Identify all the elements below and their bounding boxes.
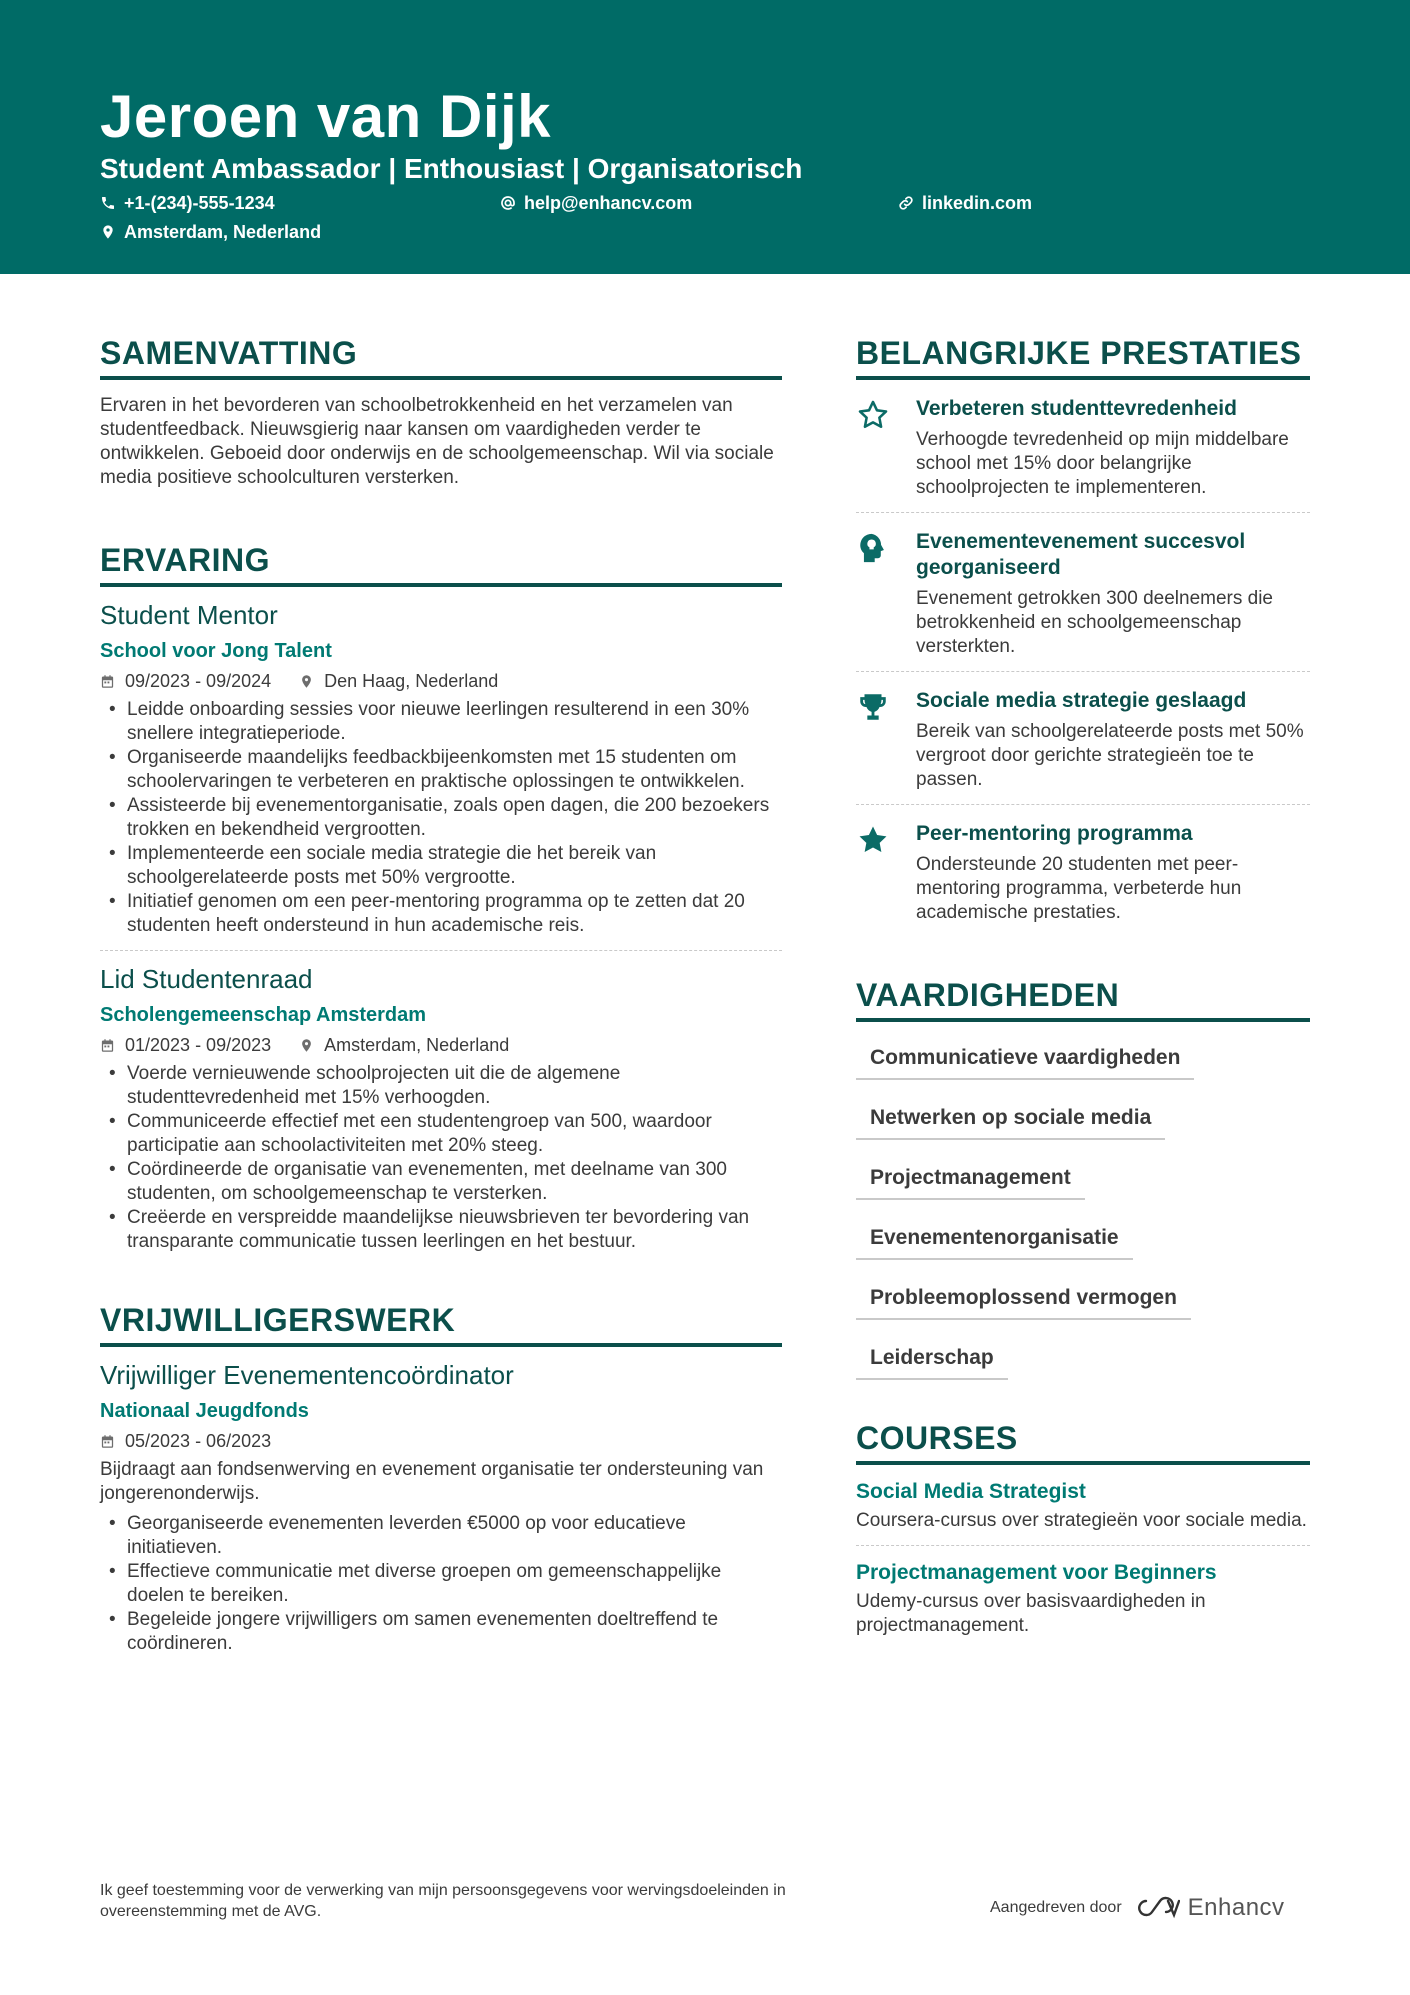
right-column xyxy=(856,333,1310,1650)
summary-text: Ervaren in het bevorderen van schoolbetrokkenheid en het verzamelen van studentfeedback. Nieuwsgierig naar kansen om vaardigheden verder te ontwikkelen. Geboeid door onderwijs en de schoolgemeenschap. Wil via sociale media positieve schoolculturen versterken. xyxy=(100,395,774,488)
achievements-list xyxy=(856,380,1310,937)
achievement-item xyxy=(856,672,1310,805)
achievement-title: Peer-mentoring programma xyxy=(916,822,1193,845)
skill-tag: Probleemoplossend vermogen xyxy=(856,1278,1191,1320)
achievement-desc: Evenement getrokken 300 deelnemers die betrokkenheid en schoolgemeenschap versterkten. xyxy=(916,588,1274,657)
location-text: Amsterdam, Nederland xyxy=(124,222,322,242)
contact-email[interactable] xyxy=(500,192,692,214)
calendar-icon xyxy=(100,674,115,689)
location-pin-icon xyxy=(299,1038,314,1053)
volunteer-company: Nationaal Jeugdfonds xyxy=(100,1400,309,1422)
skill-tag: Leiderschap xyxy=(856,1338,1008,1380)
skill-tag: Projectmanagement xyxy=(856,1158,1085,1200)
experience-heading: ERVARING xyxy=(100,540,782,587)
achievement-item xyxy=(856,513,1310,672)
job-role: Student Mentor xyxy=(100,600,278,630)
calendar-icon xyxy=(100,1038,115,1053)
resume-header xyxy=(0,0,1410,274)
job-meta xyxy=(100,1034,782,1056)
powered-by-label: Aangedreven door xyxy=(990,1899,1122,1916)
job-entry xyxy=(100,963,782,1254)
volunteer-intro: Bijdraagt aan fondsenwerving en evenement organisatie ter ondersteuning van jongerenonderwijs. xyxy=(100,1459,764,1504)
job-meta xyxy=(100,670,782,692)
achievement-item xyxy=(856,805,1310,937)
list-item: • Coördineerde de organisatie van evenementen, met deelname van 300 studenten, om schoolgemeenschap te versterken. xyxy=(100,1158,782,1206)
email-text: help@enhancv.com xyxy=(524,193,693,213)
consent-text: Ik geef toestemming voor de verwerking van mijn persoonsgegevens voor wervingsdoeleinden in overeenstemming met de AVG. xyxy=(100,1882,786,1920)
location-pin-icon xyxy=(299,674,314,689)
star-outline-icon xyxy=(856,398,890,432)
course-desc: Udemy-cursus over basisvaardigheden in projectmanagement. xyxy=(856,1591,1206,1636)
list-item: • Voerde vernieuwende schoolprojecten uit die de algemene studenttevredenheid met 15% verhoogden. xyxy=(100,1062,782,1110)
volunteer-heading: VRIJWILLIGERSWERK xyxy=(100,1300,782,1347)
achievement-desc: Bereik van schoolgerelateerde posts met 50% vergroot door gerichte strategieën toe te passen. xyxy=(916,721,1304,790)
list-item: • Georganiseerde evenementen leverden €5000 op voor educatieve initiatieven. xyxy=(100,1512,782,1560)
achievements-heading: BELANGRIJKE PRESTATIES xyxy=(856,333,1310,380)
powered-by[interactable] xyxy=(990,1894,1285,1922)
job-role: Lid Studentenraad xyxy=(100,964,313,994)
head-idea-icon xyxy=(856,531,890,565)
contact-location xyxy=(100,221,321,243)
courses-heading: COURSES xyxy=(856,1418,1310,1465)
volunteer-dates: 05/2023 - 06/2023 xyxy=(125,1431,272,1451)
phone-text: +1-(234)-555-1234 xyxy=(124,193,275,213)
enhancv-logo-icon xyxy=(1134,1896,1180,1920)
course-title: Projectmanagement voor Beginners xyxy=(856,1561,1217,1584)
skill-tag: Netwerken op sociale media xyxy=(856,1098,1165,1140)
at-icon xyxy=(500,195,516,211)
list-item: • Communiceerde effectief met een studentengroep van 500, waardoor participatie aan schoolactiviteiten met 20% steeg. xyxy=(100,1110,782,1158)
calendar-icon xyxy=(100,1434,115,1449)
contact-phone[interactable] xyxy=(100,192,275,214)
volunteer-entry xyxy=(100,1359,782,1656)
list-item: • Creëerde en verspreidde maandelijkse nieuwsbrieven ter bevordering van transparante communicatie tussen leerlingen en het bestuur. xyxy=(100,1206,782,1254)
list-item: • Implementeerde een sociale media strategie die het bereik van schoolgerelateerde posts met 50% vergrootte. xyxy=(100,842,782,890)
volunteer-meta xyxy=(100,1430,782,1452)
list-item: • Assisteerde bij evenementorganisatie, zoals open dagen, die 200 bezoekers trokken en bekendheid vergrootten. xyxy=(100,794,782,842)
job-entry xyxy=(100,599,782,951)
job-location xyxy=(299,670,498,692)
list-item: • Organiseerde maandelijks feedbackbijeenkomsten met 15 studenten om schoolervaringen te verbeteren en praktische oplossingen te ontwikkelen. xyxy=(100,746,782,794)
skill-tag: Communicatieve vaardigheden xyxy=(856,1038,1194,1080)
volunteer-role: Vrijwilliger Evenementencoördinator xyxy=(100,1360,514,1390)
job-company: Scholengemeenschap Amsterdam xyxy=(100,1004,427,1026)
course-item xyxy=(856,1546,1310,1650)
star-filled-icon xyxy=(856,823,890,857)
skill-tag: Evenementenorganisatie xyxy=(856,1218,1133,1260)
job-location-text: Amsterdam, Nederland xyxy=(324,1035,510,1055)
skills-list xyxy=(856,1038,1310,1380)
left-column xyxy=(100,333,782,1656)
volunteer-bullets xyxy=(100,1512,782,1656)
achievement-item xyxy=(856,380,1310,513)
link-icon xyxy=(898,195,914,211)
achievement-title: Evenementevenement succesvol georganiseerd xyxy=(916,530,1246,579)
divider xyxy=(100,950,782,951)
list-item: • Begeleide jongere vrijwilligers om samen evenementen doeltreffend te coördineren. xyxy=(100,1608,782,1656)
candidate-tagline: Student Ambassador | Enthousiast | Organisatorisch xyxy=(100,153,803,184)
achievement-title: Verbeteren studenttevredenheid xyxy=(916,397,1237,420)
enhancv-logo[interactable] xyxy=(1134,1894,1285,1922)
course-desc: Coursera-cursus over strategieën voor sociale media. xyxy=(856,1510,1307,1531)
job-location-text: Den Haag, Nederland xyxy=(324,671,499,691)
course-item xyxy=(856,1465,1310,1546)
contact-linkedin[interactable] xyxy=(898,192,1032,214)
skills-heading: VAARDIGHEDEN xyxy=(856,975,1310,1022)
job-dates: 01/2023 - 09/2023 xyxy=(125,1035,272,1055)
job-location xyxy=(299,1034,509,1056)
job-company: School voor Jong Talent xyxy=(100,640,332,662)
job-bullets xyxy=(100,1062,782,1254)
phone-icon xyxy=(100,195,116,211)
job-bullets xyxy=(100,698,782,938)
candidate-name: Jeroen van Dijk xyxy=(100,83,552,150)
list-item: • Initiatief genomen om een peer-mentoring programma op te zetten dat 20 studenten heeft ondersteund in hun academische reis. xyxy=(100,890,782,938)
trophy-icon xyxy=(856,690,890,724)
list-item: • Leidde onboarding sessies voor nieuwe leerlingen resulterend in een 30% snellere integratieperiode. xyxy=(100,698,782,746)
summary-heading: SAMENVATTING xyxy=(100,333,782,380)
course-title: Social Media Strategist xyxy=(856,1480,1086,1503)
achievement-desc: Verhoogde tevredenheid op mijn middelbare school met 15% door belangrijke schoolprojecten te implementeren. xyxy=(916,429,1289,498)
linkedin-text: linkedin.com xyxy=(922,193,1033,213)
list-item: • Effectieve communicatie met diverse groepen om gemeenschappelijke doelen te bereiken. xyxy=(100,1560,782,1608)
courses-list xyxy=(856,1465,1310,1650)
achievement-desc: Ondersteunde 20 studenten met peer-mentoring programma, verbeterde hun academische prestaties. xyxy=(916,854,1242,923)
brand-name: Enhancv xyxy=(1187,1894,1285,1921)
location-pin-icon xyxy=(100,224,116,240)
achievement-title: Sociale media strategie geslaagd xyxy=(916,689,1247,712)
job-dates: 09/2023 - 09/2024 xyxy=(125,671,272,691)
